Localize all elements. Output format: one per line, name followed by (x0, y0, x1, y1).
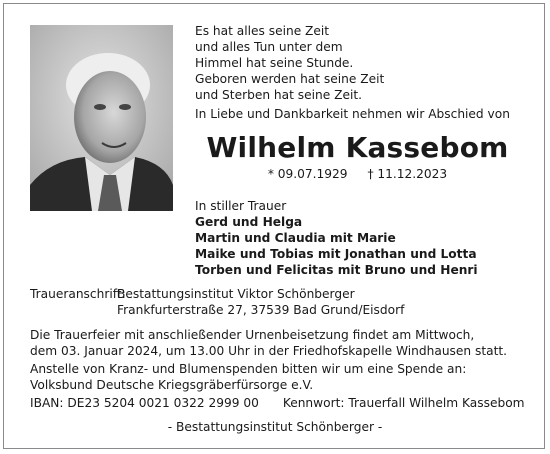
poem-line: Himmel hat seine Stunde. (195, 56, 354, 70)
mourning-address (30, 286, 530, 318)
mourner-family: Martin und Claudia mit Marie (195, 231, 396, 245)
poem-line: Geboren werden hat seine Zeit (195, 72, 385, 86)
ceremony-line: dem 03. Januar 2024, um 13.00 Uhr in der Friedhofskapelle Windhausen statt. (30, 344, 508, 358)
portrait-photo (30, 25, 173, 211)
poem-line: und alles Tun unter dem (195, 40, 343, 54)
death-date: † 11.12.2023 (367, 167, 448, 181)
poem-line: und Sterben hat seine Zeit. (195, 88, 362, 102)
bank-details (30, 395, 530, 411)
poem-verse (195, 23, 384, 103)
poem-line: Es hat alles seine Zeit (195, 24, 330, 38)
mourner-family: Torben und Felicitas mit Bruno und Henri (195, 263, 478, 277)
donation-line: Volksbund Deutsche Kriegsgräberfürsorge e.V. (30, 378, 314, 392)
keyword-text: Kennwort: Trauerfall Wilhelm Kassebom (282, 396, 525, 410)
address-line: Bestattungsinstitut Viktor Schönberger (117, 287, 355, 301)
ceremony-line: Die Trauerfeier mit anschließender Urnenbeisetzung findet am Mittwoch, (30, 328, 475, 342)
funeral-home-footer: - Bestattungsinstitut Schönberger - (167, 420, 383, 434)
mourners-intro: In stiller Trauer (195, 199, 287, 213)
address-line: Frankfurterstraße 27, 37539 Bad Grund/Eisdorf (117, 303, 405, 317)
mourners-list (195, 198, 478, 278)
iban-text: IBAN: DE23 5204 0021 0322 2999 00 (30, 396, 259, 410)
mourner-family: Gerd und Helga (195, 215, 303, 229)
ceremony-info (30, 327, 530, 359)
address-label: Traueranschrift: (30, 287, 126, 301)
donation-line: Anstelle von Kranz- und Blumenspenden bitten wir um eine Spende an: (30, 362, 467, 376)
mourner-family: Maike und Tobias mit Jonathan und Lotta (195, 247, 477, 261)
donation-info (30, 361, 530, 393)
birth-date: * 09.07.1929 (267, 167, 348, 181)
life-dates (195, 167, 520, 181)
deceased-name: Wilhelm Kassebom (206, 131, 509, 164)
farewell-text: In Liebe und Dankbarkeit nehmen wir Abschied von (195, 107, 510, 121)
